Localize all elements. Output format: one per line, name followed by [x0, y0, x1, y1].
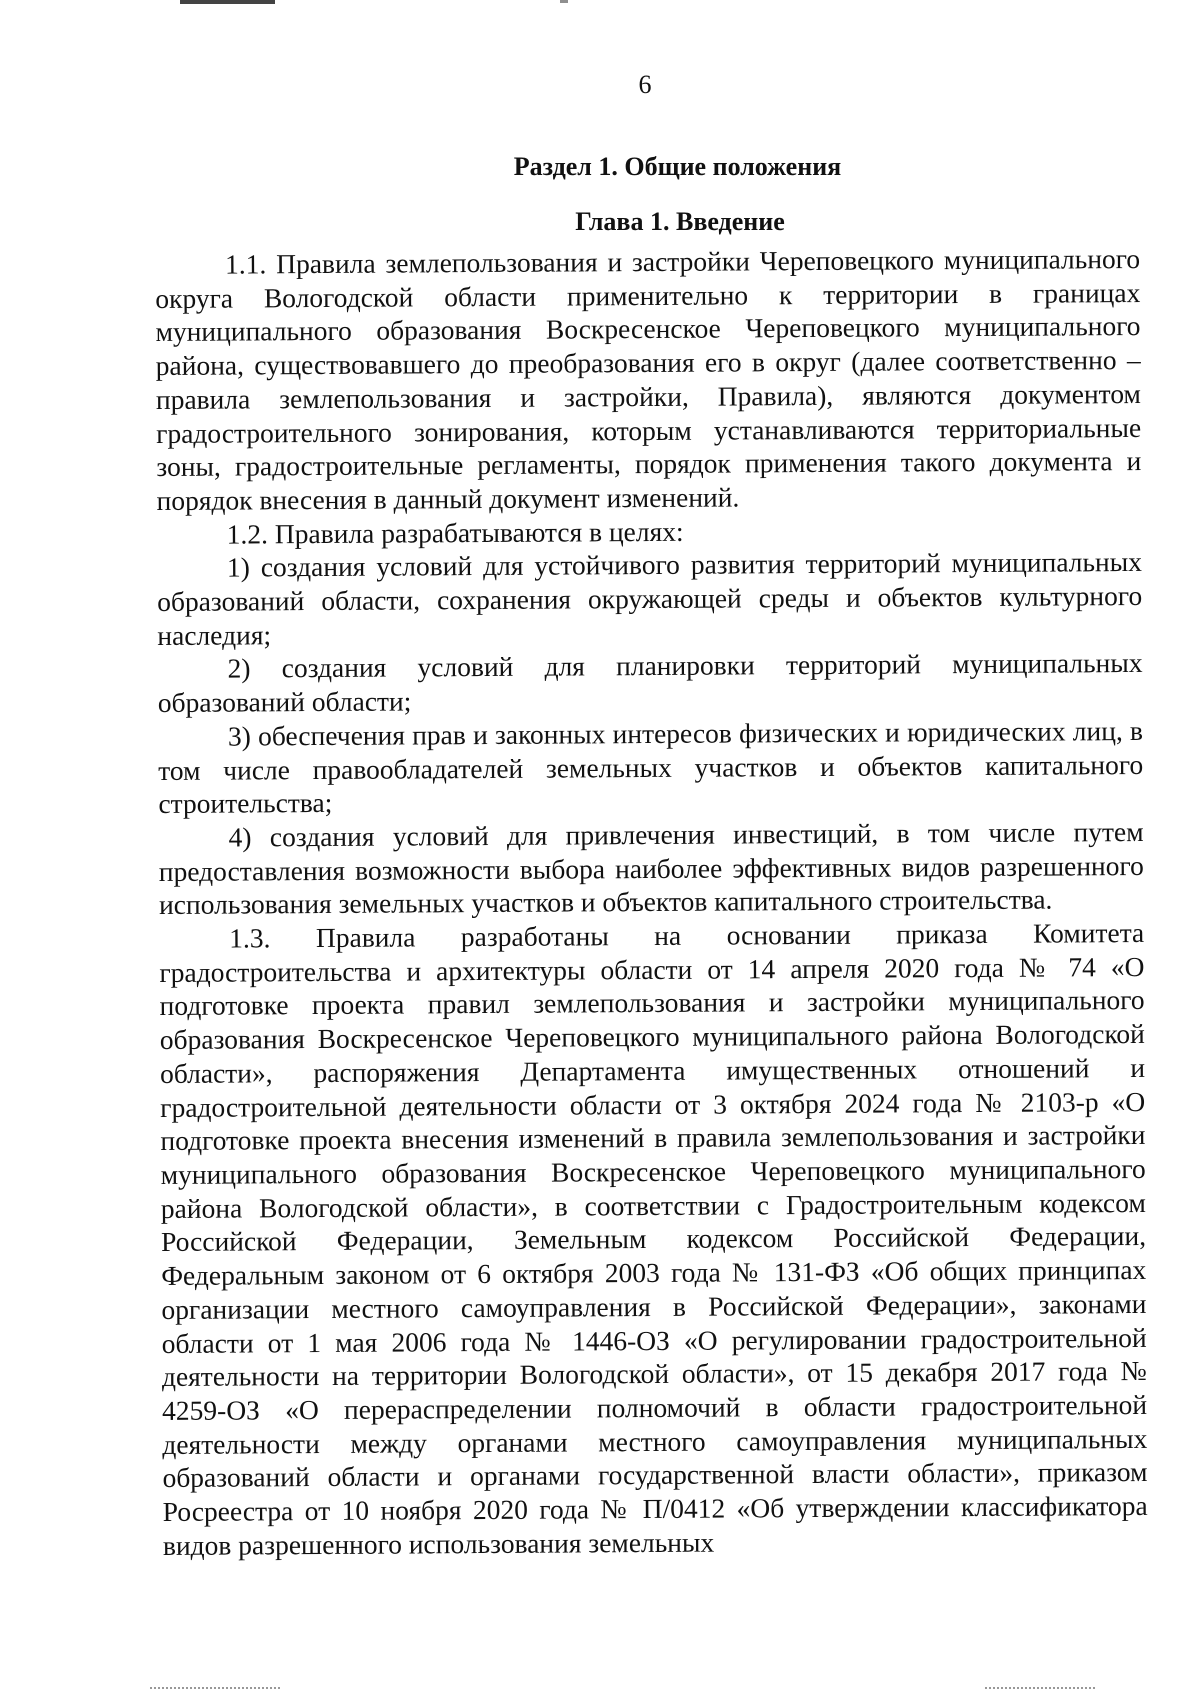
page-number: 6 [638, 70, 652, 99]
document-body [155, 242, 1148, 1562]
scan-artifact-top-small [560, 0, 568, 3]
list-item-4: 4) создания условий для привлечения инвестиций, в том числе путем предоставления возможности выбора наиболее эффективных видов разрешенного использования земельных участков и объектов капитального строительства. [158, 815, 1144, 921]
paragraph-1-1: 1.1. Правила землепользования и застройки Череповецкого муниципального округа Вологодской области применительно к территории в границах муниципального образования Воскресенское Череповецкого муниципального района, существовавшего до преобразования его в округ (далее соответственно – правила землепользования и застройки, Правила), являются документом градостроительного зонирования, которым устанавливаются территориальные зоны, градостроительные регламенты, порядок применения такого документа и порядок внесения в данный документ изменений. [155, 242, 1142, 516]
list-item-2: 2) создания условий для планировки территорий муниципальных образований области; [157, 647, 1143, 719]
paragraph-1-2: 1.2. Правила разрабатываются в целях: [226, 515, 684, 550]
scan-artifact-top [180, 0, 275, 4]
list-item-1: 1) создания условий для устойчивого развития территорий муниципальных образований области, сохранения окружающей среды и объектов культурного наследия; [157, 546, 1143, 651]
scan-artifact-bottom-right [985, 1687, 1095, 1691]
section-title: Раздел 1. Общие положения [513, 152, 842, 181]
list-item-3: 3) обеспечения прав и законных интересов физических и юридических лиц, в том числе правообладателей земельных участков и объектов капитального строительства; [158, 714, 1144, 820]
paragraph-1-3: 1.3. Правила разработаны на основании приказа Комитета градостроительства и архитектуры области от 14 апреля 2020 года № 74 «О подготовке проекта правил землепользования и застройки муниципального образования Воскресенское Череповецкого муниципального района Вологодской области», распоряжения Департамента имущественных отношений и градостроительной деятельности области от 3 октября 2024 года № 2103-р «О подготовке проекта внесения изменений в правила землепользования и застройки муниципального образования Воскресенское Череповецкого муниципального района Вологодской области», в соответствии с Градостроительным кодексом Российской Федерации, Земельным кодексом Российской Федерации, Федеральным законом от 6 октября 2003 года № 131-ФЗ «Об общих принципах организации местного самоуправления в Российской Федерации», законами области от 1 мая 2006 года № 1446-ОЗ «О регулировании градостроительной деятельности на территории Вологодской области», от 15 декабря 2017 года № 4259-ОЗ «О перераспределении полномочий в области градостроительной деятельности между органами местного самоуправления муниципальных образований области и органами государственной власти области», приказом Росреестра от 10 ноября 2020 года № П/0412 «Об утверждении классификатора видов разрешенного использования земельных [159, 917, 1148, 1561]
chapter-title: Глава 1. Введение [575, 207, 785, 236]
scan-artifact-bottom-left [150, 1687, 280, 1691]
